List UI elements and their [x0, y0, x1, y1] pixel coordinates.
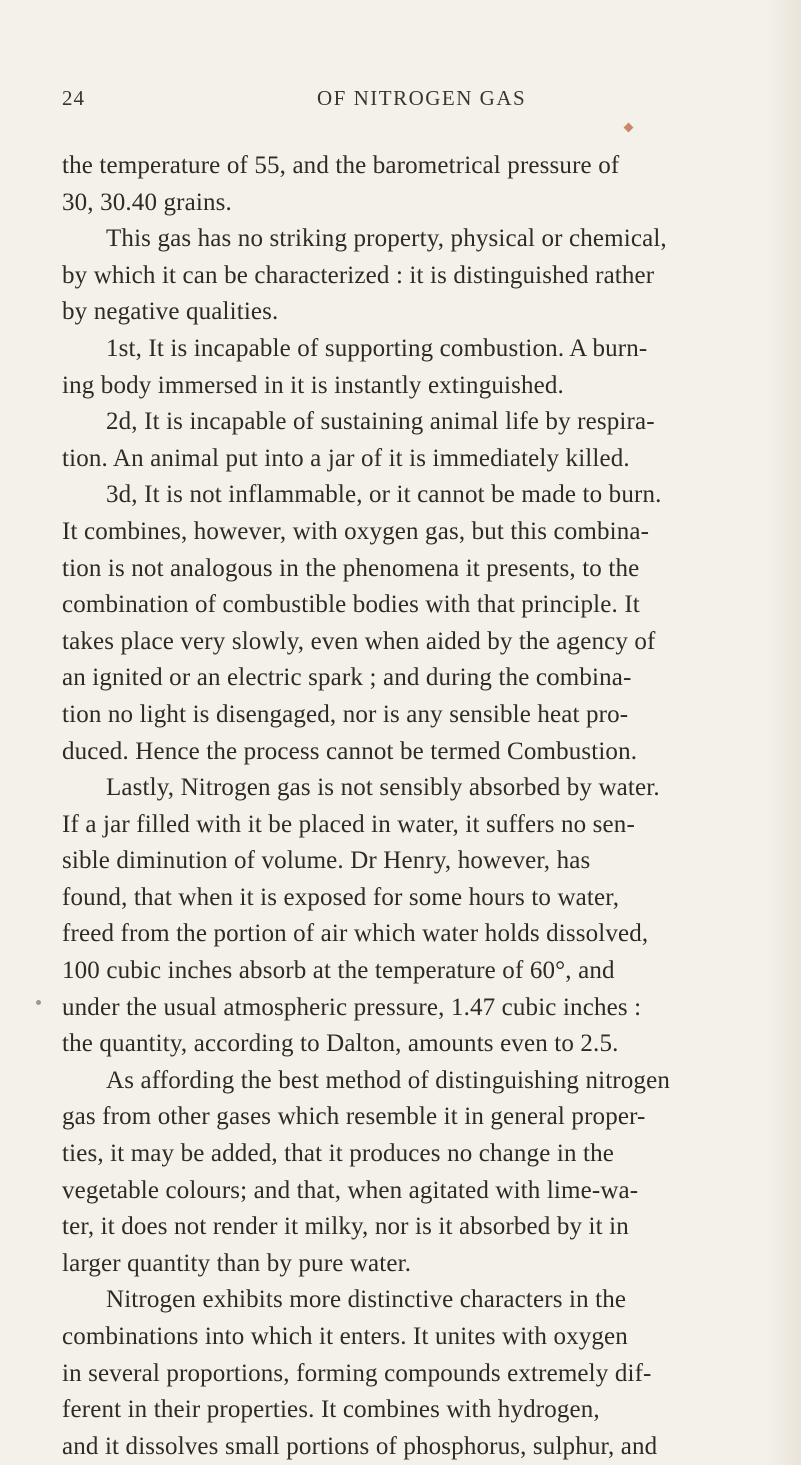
- text-line: tion no light is disengaged, nor is any sensible heat pro-: [62, 700, 629, 728]
- page-edge-shadow: [767, 0, 801, 1465]
- text-line: by negative qualities.: [62, 298, 279, 326]
- text-line: by which it can be characterized : it is distinguished rather: [62, 261, 655, 289]
- text-line: This gas has no striking property, physical or chemical,: [106, 225, 667, 253]
- text-line: combinations into which it enters. It unites with oxygen: [62, 1323, 628, 1350]
- page-number: 24: [62, 86, 85, 110]
- text-line: As affording the best method of distinguishing nitrogen: [106, 1066, 670, 1094]
- text-line: combination of combustible bodies with that principle. It: [62, 591, 640, 619]
- text-line: ties, it may be added, that it produces no change in the: [62, 1140, 614, 1168]
- text-line: ter, it does not render it milky, nor is it absorbed by it in: [62, 1213, 629, 1241]
- text-line: Nitrogen exhibits more distinctive characters in the: [106, 1286, 627, 1314]
- text-line: It combines, however, with oxygen gas, but this combina-: [62, 517, 650, 545]
- body-text: [62, 148, 762, 1465]
- text-line: 3d, It is not inflammable, or it cannot be made to burn.: [106, 481, 662, 509]
- text-line: Lastly, Nitrogen gas is not sensibly absorbed by water.: [106, 774, 660, 802]
- ink-mark: [624, 123, 634, 133]
- text-line: 30, 30.40 grains.: [62, 188, 232, 216]
- text-line: in several proportions, forming compounds extremely dif-: [62, 1359, 652, 1387]
- text-line: larger quantity than by pure water.: [62, 1249, 412, 1277]
- text-line: duced. Hence the process cannot be termed Combustion.: [62, 737, 638, 765]
- text-line: gas from other gases which resemble it in general proper-: [62, 1103, 646, 1131]
- running-head: [62, 86, 752, 116]
- text-line: the temperature of 55, and the barometrical pressure of: [62, 152, 620, 179]
- text-line: and it dissolves small portions of phosphorus, sulphur, and: [62, 1432, 658, 1460]
- text-line: 1st, It is incapable of supporting combustion. A burn-: [106, 334, 648, 362]
- text-line: ferent in their properties. It combines with hydrogen,: [62, 1396, 600, 1424]
- text-line: 2d, It is incapable of sustaining animal life by respira-: [106, 408, 655, 436]
- text-line: If a jar filled with it be placed in water, it suffers no sen-: [62, 810, 635, 838]
- text-line: vegetable colours; and that, when agitated with lime-wa-: [62, 1176, 639, 1204]
- text-line: the quantity, according to Dalton, amounts even to 2.5.: [62, 1030, 619, 1058]
- text-line: tion. An animal put into a jar of it is immediately killed.: [62, 444, 630, 472]
- text-line: sible diminution of volume. Dr Henry, however, has: [62, 847, 591, 875]
- running-title: OF NITROGEN GAS: [317, 86, 527, 110]
- text-line: ing body immersed in it is instantly extinguished.: [62, 371, 564, 399]
- text-line: an ignited or an electric spark ; and during the combina-: [62, 664, 632, 692]
- text-line: found, that when it is exposed for some hours to water,: [62, 883, 620, 911]
- text-line: takes place very slowly, even when aided by the agency of: [62, 627, 656, 655]
- text-line: freed from the portion of air which water holds dissolved,: [62, 920, 649, 948]
- text-line: under the usual atmospheric pressure, 1.47 cubic inches :: [62, 993, 642, 1021]
- margin-mark: [36, 1000, 41, 1005]
- text-line: tion is not analogous in the phenomena it presents, to the: [62, 554, 640, 582]
- text-line: 100 cubic inches absorb at the temperature of 60°, and: [62, 957, 615, 985]
